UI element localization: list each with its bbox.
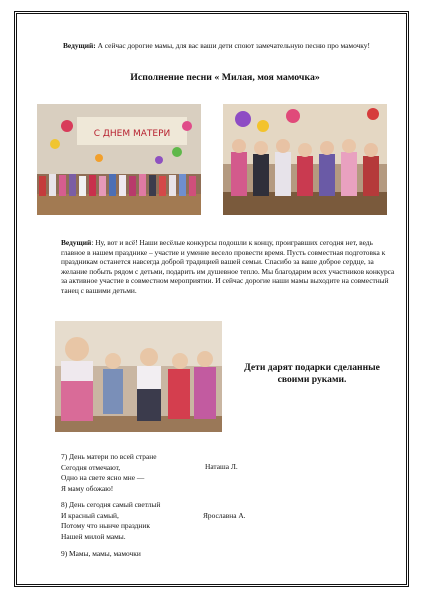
closing-speaker: Ведущий (61, 238, 92, 247)
poem-8-author: Ярославна А. (203, 511, 246, 520)
photo-children-singing (223, 104, 387, 215)
poem-9 (61, 549, 221, 559)
gifts-caption (232, 362, 392, 386)
poem-7-line: Одно на свете ясно мне — (61, 473, 145, 482)
intro-paragraph (63, 41, 393, 51)
photo-children-gifts (55, 321, 222, 432)
intro-text: А сейчас дорогие мамы, для вас ваши дети споют замечательную песню про мамочку! (95, 41, 370, 50)
closing-paragraph (61, 238, 396, 295)
poem-8-line: Нашей милой мамы. (61, 531, 126, 541)
song-title: Исполнение песни « Милая, моя мамочка» (130, 72, 320, 83)
poem-7-line: 7) День матери по всей стране (61, 452, 157, 461)
poem-7-author: Наташа Л. (205, 462, 238, 471)
intro-speaker: Ведущий: (63, 41, 96, 50)
poem-7-line: Сегодня отмечают, (61, 462, 121, 472)
poem-7-line: Я маму обожаю! (61, 483, 114, 493)
gifts-caption-line1: Дети дарят подарки сделанные (244, 362, 380, 373)
photo-children-stage (37, 104, 201, 215)
poem-7 (61, 452, 201, 494)
gifts-caption-line2: своими руками. (277, 374, 347, 385)
banner-text: С ДНЕМ МАТЕРИ (93, 129, 171, 139)
poem-8-line: Потому что нынче праздник (61, 521, 150, 530)
poem-8-line: И красный самый, (61, 510, 119, 520)
poem-8-line: 8) День сегодня самый светлый (61, 500, 161, 509)
poem-9-line: 9) Мамы, мамы, мамочки (61, 549, 141, 558)
poem-8 (61, 500, 201, 542)
closing-text: : Ну, вот и всё! Наши весёлые конкурсы подошли к концу, проигравших сегодня нет, ведь главное в нашем празднике – участие и умение весело провести время. Пусть совместная подготовка к праздникам останется навсегда доброй традицией вашей семьи. Спасибо за ваше доброе сердце, за желание побыть рядом с детьми, подарить им душевное тепло. Мы благодарим всех участников конкурса за активное участие в совместном мероприятии. И сейчас дорогие наши мамы выходите на совместный танец с вашими детьми. (61, 238, 395, 295)
